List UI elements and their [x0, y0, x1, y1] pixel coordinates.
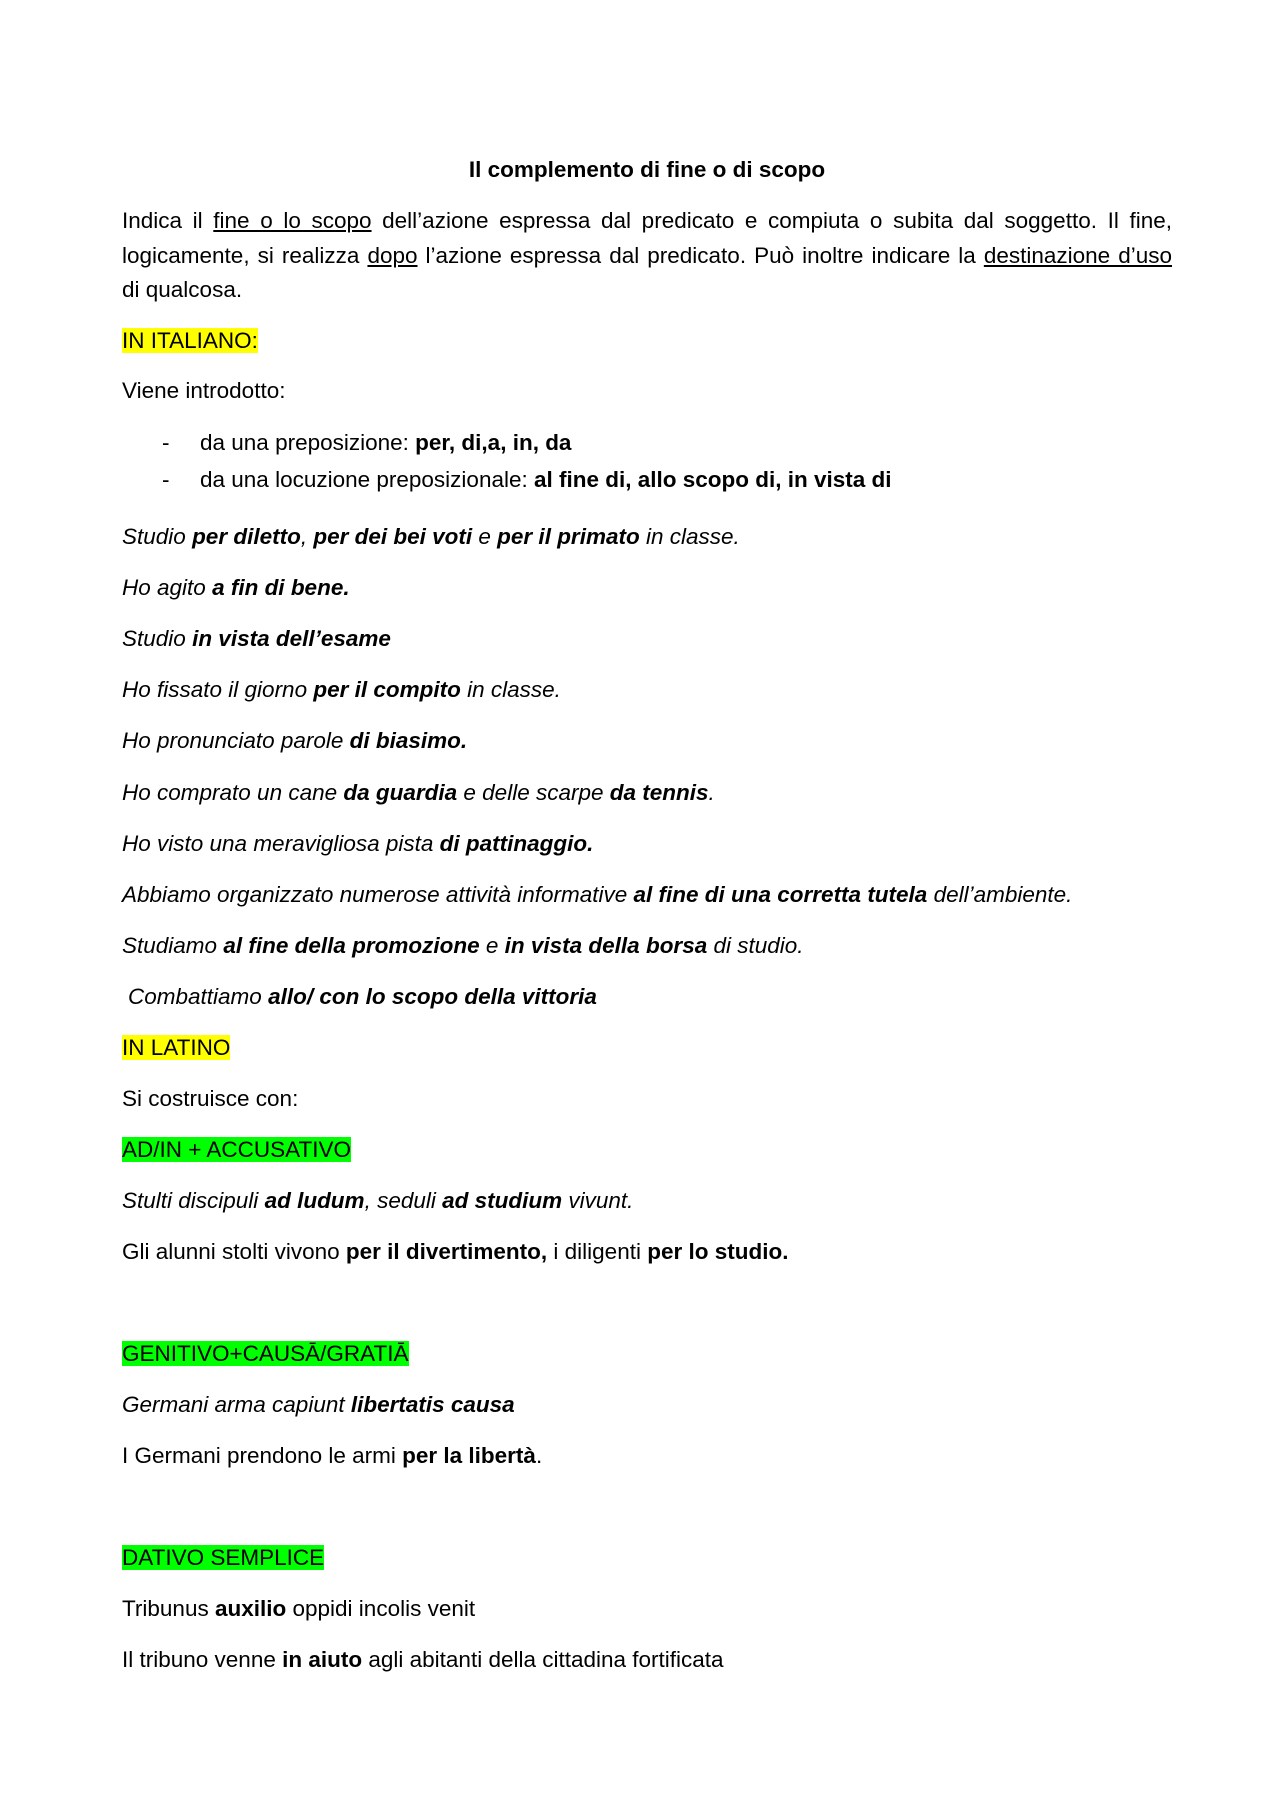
example-sentence: Ho agito a fin di bene. [122, 575, 350, 600]
example-sentence: Studio in vista dell’esame [122, 626, 391, 651]
bullet-dash: - [162, 430, 170, 455]
latino-intro: Si costruisce con: [122, 1086, 299, 1111]
subsection-heading-genitivo: GENITIVO+CAUSĀ/GRATIĀ [122, 1341, 409, 1366]
document-title: Il complemento di fine o di scopo [468, 157, 826, 182]
subsection-heading-dativo: DATIVO SEMPLICE [122, 1545, 325, 1570]
example-sentence: Ho pronunciato parole di biasimo. [122, 728, 468, 753]
section-heading-italiano: IN ITALIANO: [122, 328, 258, 353]
subsection-heading-accusativo: AD/IN + ACCUSATIVO [122, 1137, 352, 1162]
italiano-intro: Viene introdotto: [122, 378, 286, 403]
example-sentence: Ho fissato il giorno per il compito in classe. [122, 677, 561, 702]
latin-example: Germani arma capiunt libertatis causa [122, 1392, 515, 1417]
underlined-term: destinazione d’uso [983, 242, 1173, 268]
example-sentence: Ho visto una meravigliosa pista di pattinaggio. [122, 831, 594, 856]
example-sentence: Studiamo al fine della promozione e in vista della borsa di studio. [122, 933, 804, 958]
section-heading-latino: IN LATINO [122, 1035, 231, 1060]
translation: Il tribuno venne in aiuto agli abitanti della cittadina fortificata [122, 1647, 724, 1672]
latin-example: Stulti discipuli ad ludum, seduli ad studium vivunt. [122, 1188, 634, 1213]
underlined-term: fine o lo scopo [213, 208, 372, 233]
underlined-term: dopo [367, 242, 418, 268]
intro-paragraph: Indica il fine o lo scopo dell’azione espressa dal predicato e compiuta o subita dal soggetto. Il fine, logicamente, si realizza dopo l’azione espressa dal predicato. Può inoltre indicare la destinazione d’uso di qualcosa. [122, 208, 1173, 302]
translation: Gli alunni stolti vivono per il divertimento, i diligenti per lo studio. [122, 1239, 789, 1264]
bullet-dash: - [162, 467, 170, 492]
example-sentence: Combattiamo allo/ con lo scopo della vittoria [128, 984, 597, 1009]
translation: I Germani prendono le armi per la libertà. [122, 1443, 543, 1468]
latin-example: Tribunus auxilio oppidi incolis venit [122, 1596, 476, 1621]
example-sentence: Ho comprato un cane da guardia e delle scarpe da tennis. [122, 780, 715, 805]
example-sentence: Abbiamo organizzato numerose attività informative al fine di una corretta tutela dell’ambiente. [122, 882, 1073, 907]
example-sentence: Studio per diletto, per dei bei voti e per il primato in classe. [122, 524, 740, 549]
